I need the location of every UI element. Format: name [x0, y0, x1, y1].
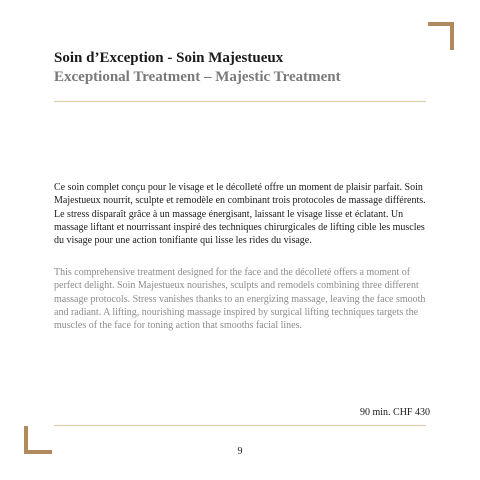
top-divider [54, 101, 426, 102]
description-french: Ce soin complet conçu pour le visage et le décolleté offre un moment de plaisir parfait. Soin Majestueux nourrit, sculpte et remodèle en combinant trois protocoles de massage différents. Le stress disparaît grâce à un massage énergisant, laissant le visage lisse et éclatant. Un massage liftant et nourrissant inspiré des techniques chirurgicales de lifting cible les muscles du visage pour une action tonifiante qui lisse les rides du visage. [54, 182, 426, 247]
duration-price: 90 min. CHF 430 [359, 407, 430, 418]
page-title-french: Soin d’Exception - Soin Majestueux [54, 50, 284, 66]
description-english: This comprehensive treatment designed for the face and the décolleté offers a moment of perfect delight. Soin Majestueux nourishes, sculpts and remodels combining three different massage protocols. Stress vanishes thanks to an energizing massage, leaving the face smooth and radiant. A lifting, nourishing massage inspired by surgical lifting techniques targets the muscles of the face for toning action that smooths facial lines. [54, 267, 426, 332]
bottom-divider [54, 425, 426, 426]
page-number: 9 [237, 446, 243, 457]
page-title-english: Exceptional Treatment – Majestic Treatment [54, 69, 341, 85]
corner-bracket-top-right [428, 22, 454, 50]
